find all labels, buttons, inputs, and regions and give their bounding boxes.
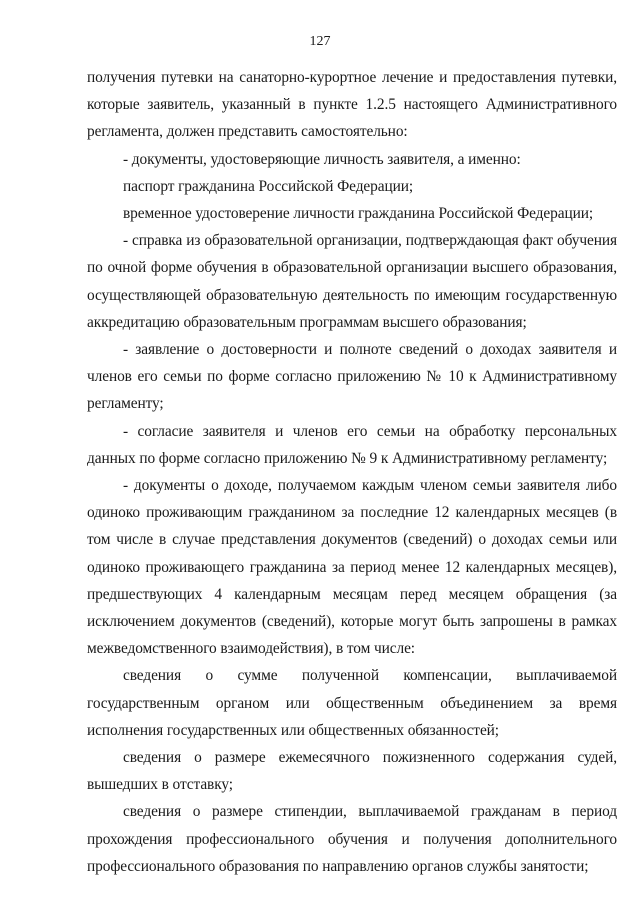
paragraph-5: - справка из образовательной организации, подтверждающая факт обучения по очной форме обучения в образовательной организации высшего образования, осуществляющей образовательную деятельность по имеющим государственную аккредитацию образовательным программам высшего образования; — [87, 232, 617, 331]
paragraph-4: временное удостоверение личности гражданина Российской Федерации; — [123, 205, 594, 223]
paragraph-11: сведения о размере стипендии, выплачиваемой гражданам в период прохождения профессионального обучения и получения дополнительного профессионального образования по направлению органов службы занятости; — [87, 803, 617, 875]
paragraph-2: - документы, удостоверяющие личность заявителя, а именно: — [123, 150, 521, 168]
paragraph-1: получения путевки на санаторно-курортное лечение и предоставления путевки, которые заявитель, указанный в пункте 1.2.5 настоящего Административного регламента, должен представить самостоятельно: — [87, 69, 617, 141]
paragraph-3: паспорт гражданина Российской Федерации; — [123, 177, 414, 195]
paragraph-9: сведения о сумме полученной компенсации, выплачиваемой государственным органом или общественным объединением за время исполнения государственных или общественных обязанностей; — [87, 667, 617, 739]
paragraph-8: - документы о доходе, получаемом каждым членом семьи заявителя либо одиноко проживающим гражданином за последние 12 календарных месяцев (в том числе в случае представления документов (сведений) о доходах семьи или одиноко проживающего гражданина за период менее 12 календарных месяцев), предшествующих 4 календарным месяцам перед месяцем обращения (за исключением документов (сведений), которые могут быть запрошены в рамках межведомственного взаимодействия), в том числе: — [87, 477, 617, 658]
paragraph-7: - согласие заявителя и членов его семьи на обработку персональных данных по форме согласно приложению № 9 к Административному регламенту; — [87, 422, 617, 467]
page-number: 127 — [309, 34, 331, 49]
paragraph-10: сведения о размере ежемесячного пожизненного содержания судей, вышедших в отставку; — [87, 749, 617, 794]
document-body — [87, 64, 617, 880]
paragraph-6: - заявление о достоверности и полноте сведений о доходах заявителя и членов его семьи по форме согласно приложению № 10 к Административному регламенту; — [87, 341, 617, 413]
